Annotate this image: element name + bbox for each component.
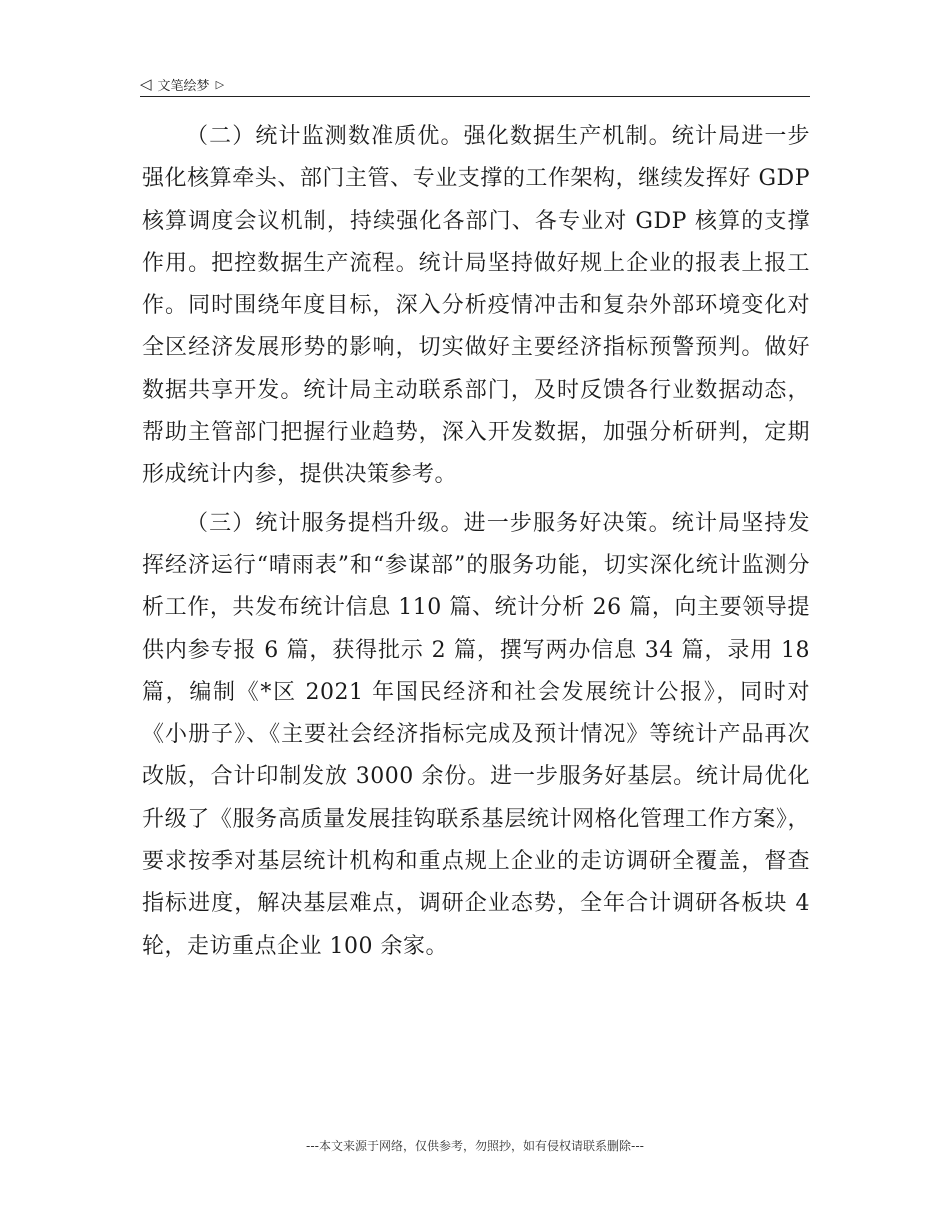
document-body [142,116,810,968]
paragraph-statistics-monitoring: （二）统计监测数准质优。强化数据生产机制。统计局进一步强化核算牵头、部门主管、专业支撑的工作架构，继续发挥好 GDP 核算调度会议机制，持续强化各部门、各专业对 GDP 核算的支撑作用。把控数据生产流程。统计局坚持做好规上企业的报表上报工作。同时围绕年度目标，深入分析疫情冲击和复杂外部环境变化对全区经济发展形势的影响，切实做好主要经济指标预警预判。做好数据共享开发。统计局主动联系部门，及时反馈各行业数据动态，帮助主管部门把握行业趋势，深入开发数据，加强分析研判，定期形成统计内参，提供决策参考。 [142,124,810,488]
triangle-right-icon: ▷ [215,77,225,91]
paragraph-statistics-service: （三）统计服务提档升级。进一步服务好决策。统计局坚持发挥经济运行“晴雨表”和“参谋部”的服务功能，切实深化统计监测分析工作，共发布统计信息 110 篇、统计分析 26 篇，向主要领导提供内参专报 6 篇，获得批示 2 篇，撰写两办信息 34 篇，录用 18 篇，编制《*区 2021 年国民经济和社会发展统计公报》，同时对《小册子》、《主要社会经济指标完成及预计情况》等统计产品再次改版，合计印制发放 3000 余份。进一步服务好基层。统计局优化升级了《服务高质量发展挂钩联系基层统计网格化管理工作方案》，要求按季对基层统计机构和重点规上企业的走访调研全覆盖，督查指标进度，解决基层难点，调研企业态势，全年合计调研各板块 4 轮，走访重点企业 100 余家。 [142,510,810,959]
brand-name: 文笔绘梦 [157,78,210,94]
triangle-left-icon: ◁ [140,74,152,93]
footer-disclaimer: ---本文来源于网络，仅供参考，勿照抄，如有侵权请联系删除--- [306,1139,644,1153]
page-header [140,72,810,96]
header-divider [140,96,810,97]
